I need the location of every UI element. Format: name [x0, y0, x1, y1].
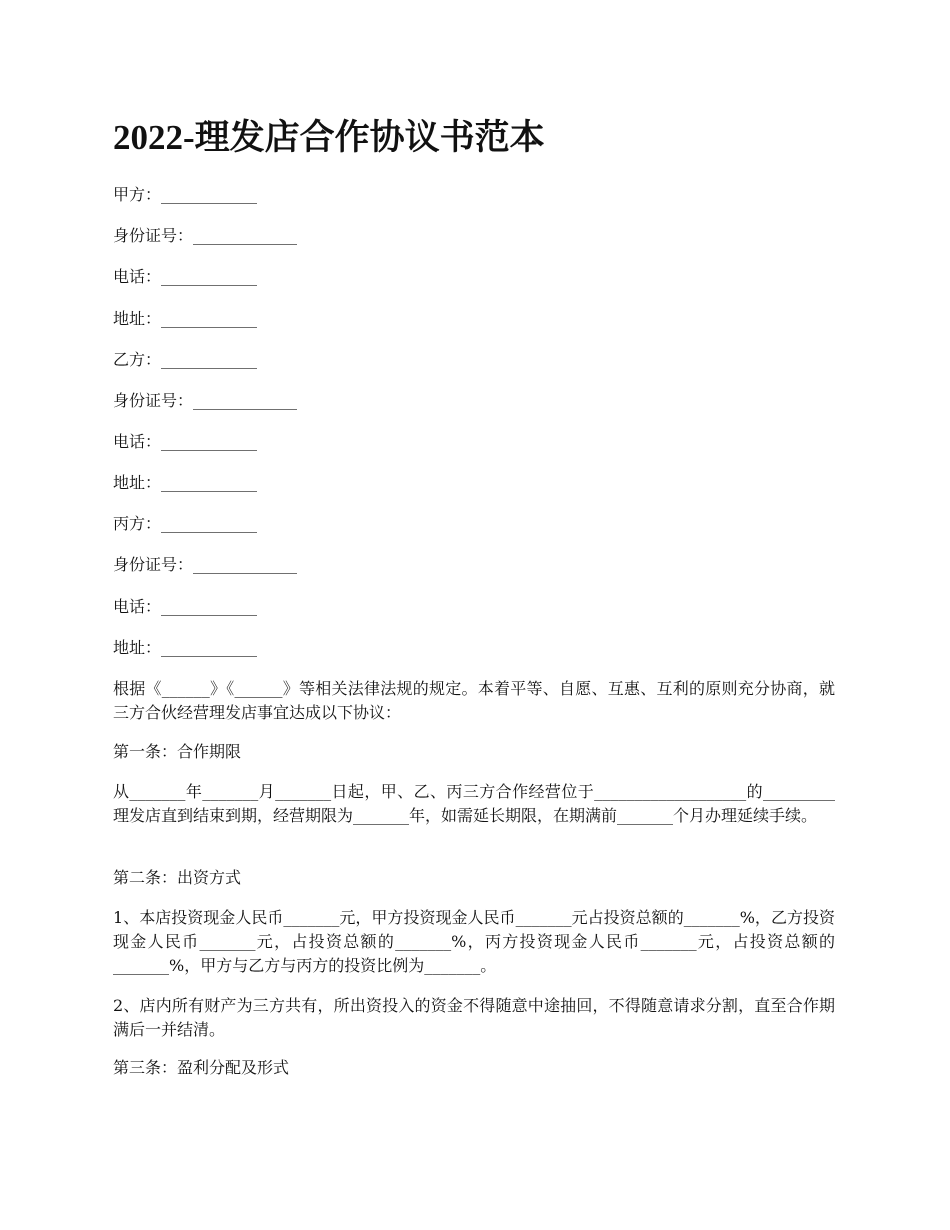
party-a-phone-field: 电话：____________: [113, 267, 258, 286]
article-1-heading: 第一条：合作期限: [113, 742, 242, 761]
party-c-name-field: 丙方：____________: [113, 514, 258, 533]
document-title: 2022-理发店合作协议书范本: [113, 118, 545, 157]
article-1-body: 从_______年_______月_______日起，甲、乙、丙三方合作经营位于___________________的_________理发店直到结束到期，经营期限为_______年，如需延长期限，在期满前_______个月办理延续手续。: [113, 782, 835, 825]
article-2-heading: 第二条：出资方式: [113, 868, 242, 887]
party-a-name-field: 甲方：____________: [113, 185, 258, 204]
article-3-heading: 第三条：盈利分配及形式: [113, 1058, 290, 1077]
party-a-address-field: 地址：____________: [113, 309, 258, 328]
party-c-phone-field: 电话：____________: [113, 597, 258, 616]
party-a-id-field: 身份证号：_____________: [113, 226, 298, 245]
party-c-id-field: 身份证号：_____________: [113, 555, 298, 574]
article-2-item-1: 1、本店投资现金人民币_______元，甲方投资现金人民币_______元占投资总额的_______%，乙方投资现金人民币_______元，占投资总额的_______%，丙方投资现金人民币_______元，占投资总额的_______%，甲方与乙方与丙方的投资比例为_______。: [113, 908, 835, 975]
article-2-item-2: 2、店内所有财产为三方共有，所出资投入的资金不得随意中途抽回，不得随意请求分割，直至合作期满后一并结清。: [113, 996, 835, 1039]
party-b-name-field: 乙方：____________: [113, 350, 258, 369]
party-c-address-field: 地址：____________: [113, 638, 258, 657]
party-b-id-field: 身份证号：_____________: [113, 391, 298, 410]
party-b-phone-field: 电话：____________: [113, 432, 258, 451]
party-b-address-field: 地址：____________: [113, 473, 258, 492]
intro-paragraph: 根据《______》《______》等相关法律法规的规定。本着平等、自愿、互惠、互利的原则充分协商，就三方合伙经营理发店事宜达成以下协议：: [113, 679, 835, 722]
